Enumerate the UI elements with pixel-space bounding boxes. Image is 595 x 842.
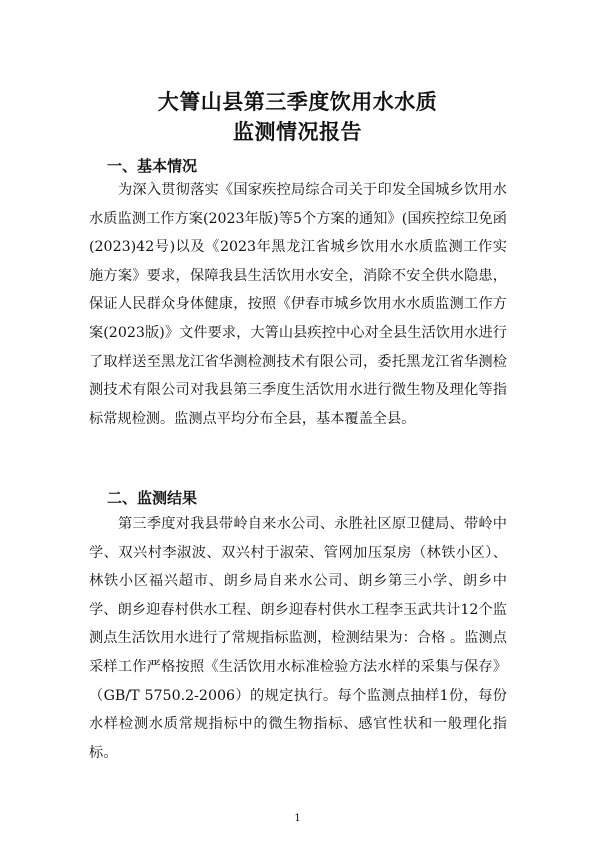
section-paragraph-monitoring-results: 第三季度对我县带岭自来水公司、永胜社区原卫健局、带岭中学、双兴村李淑波、双兴村于淑荣、管网加压泵房（林铁小区）、林铁小区福兴超市、朗乡局自来水公司、朗乡第三小学、朗乡中学、朗乡迎春村供水工程、朗乡迎春村供水工程李玉武共计12个监测点生活饮用水进行了常规指标监测，检测结果为：合格 。监测点采样工作严格按照《生活饮用水标准检验方法水样的采集与保存》（GB/T 5750.2-2006）的规定执行。每个监测点抽样1份，每份水样检测水质常规指标中的微生物指标、感官性状和一般理化指标。 <box>89 516 507 761</box>
page-number: 1 <box>294 813 301 824</box>
section-heading-monitoring-results: 二、监测结果 <box>107 489 198 507</box>
section-heading-basic-situation: 一、基本情况 <box>107 157 198 175</box>
document-title-line-2: 监测情况报告 <box>233 120 362 144</box>
document-title-line-1: 大箐山县第三季度饮用水水质 <box>157 90 438 114</box>
section-paragraph-basic-situation: 为深入贯彻落实《国家疾控局综合司关于印发全国城乡饮用水水质监测工作方案(2023年版)等5个方案的通知》(国疾控综卫免函(2023)42号)以及《2023年黑龙江省城乡饮用水水质监测工作实施方案》要求，保障我县生活饮用水安全，消除不安全供水隐患，保证人民群众身体健康，按照《伊春市城乡饮用水水质监测工作方案(2023版)》文件要求，大箐山县疾控中心对全县生活饮用水进行了取样送至黑龙江省华测检测技术有限公司，委托黑龙江省华测检测技术有限公司对我县第三季度生活饮用水进行微生物及理化等指标常规检测。监测点平均分布全县，基本覆盖全县。 <box>89 182 507 427</box>
